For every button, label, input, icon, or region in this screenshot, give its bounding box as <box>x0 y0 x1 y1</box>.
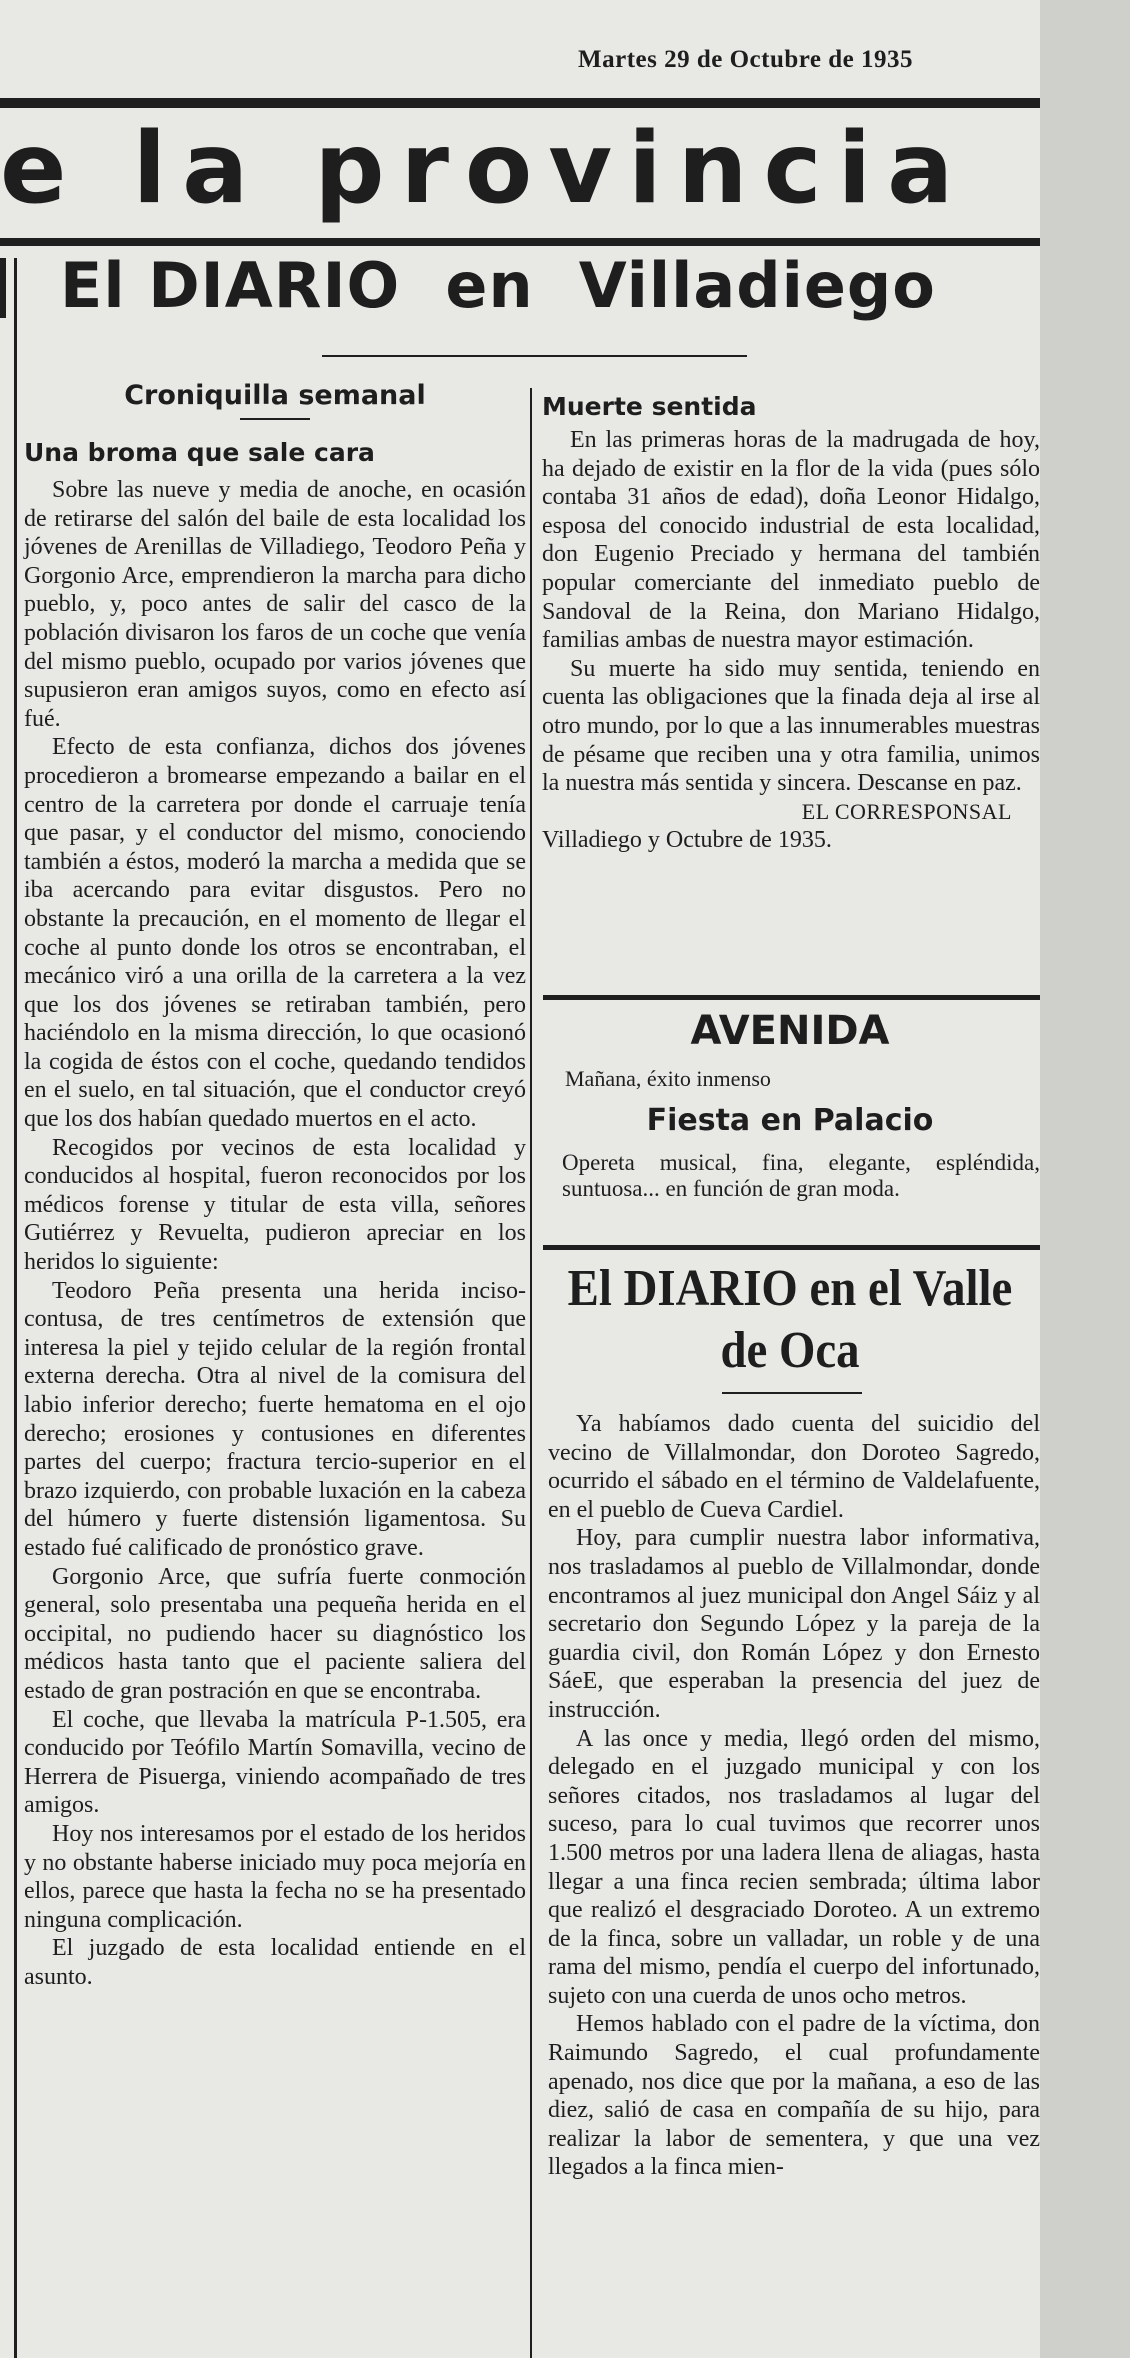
ad-rule-bottom <box>543 1245 1040 1250</box>
show-title: Fiesta en Palacio <box>646 1103 934 1138</box>
headline-underline <box>322 355 747 357</box>
section-title: e la provincia <box>0 112 970 226</box>
paragraph: Sobre las nueve y media de anoche, en ocasión de retirarse del salón del baile de esta localidad los jóvenes de Arenillas de Villadiego, Teodoro Peña y Gorgonio Arce, emprendieron la marcha para dicho pueblo, y, poco antes de salir del casco de la población divisaron los faros de un coche que venía del mismo pueblo, ocupado por varios jóvenes que supusieron eran amigos suyos, como en efecto así fué. <box>24 477 526 732</box>
paragraph: Su muerte ha sido muy sentida, teniendo en cuenta las obligaciones que la finada deja al irse al otro mundo, por lo que a las innumerables muestras de pésame que reciben una y otra familia, unimos la nuestra más sentida y sincera. Descanse en paz. <box>542 655 1040 797</box>
oca-headline-underline <box>722 1392 862 1394</box>
paragraph: Recogidos por vecinos de esta localidad y conducidos al hospital, fueron reconocidos por los médicos forense y titular de esta villa, señores Gutiérrez y Revuelta, pudieron apreciar en los heridos lo siguiente: <box>24 1134 526 1276</box>
headline-valle-de-oca: El DIARIO en el Valle de Oca <box>567 1260 1013 1379</box>
ad-rule-top <box>543 995 1040 1000</box>
paragraph: Efecto de esta confianza, dichos dos jóvenes procedieron a bromearse empezando a bailar en el centro de la carretera por donde el carruaje tenía que pasar, y el conductor del mismo, conociendo también a éstos, moderó la marcha a medida que se iba acercando para evitar disgustos. Pero no obstante la precaución, en el momento de llegar el coche al punto donde los otros se encontraban, el mecánico viró a una orilla de la carretera a la vez que los dos jóvenes se retiraban también, pero haciéndolo en la misma dirección, lo que ocasionó la cogida de éstos con el coche, quedando tendidos en el suelo, en tal situación, que el conductor creyó que los dos habían quedado muertos en el acto. <box>24 734 526 1133</box>
ad-description-text: Opereta musical, fina, elegante, espléndida, suntuosa... en función de gran moda. <box>562 1150 1040 1201</box>
obituary-article <box>542 392 1040 855</box>
paragraph: Gorgonio Arce, que sufría fuerte conmoción general, solo presentaba una pequeña herida en el occipital, no pudiendo hacer su diagnóstico los médicos hasta tanto que el paciente saliera del estado de gran postración en que se encontraba. <box>24 1563 526 1704</box>
ad-description <box>562 1150 1040 1202</box>
paragraph: Hemos hablado con el padre de la víctima, don Raimundo Sagredo, el cual profundamente apenado, nos dice que por la mañana, a eso de las diez, salió de casa en compañía de su hijo, para realizar la labor de sementera, y que una vez llegados a la finca mien- <box>548 2011 1040 2181</box>
prev-column-fragment <box>0 258 6 318</box>
paragraph: Teodoro Peña presenta una herida inciso-contusa, de tres centímetros de extensión que interesa la piel y tejido celular de la región frontal externa derecha. Otra al nivel de la comisura del labio inferior derecho; fuerte hematoma en el ojo derecho; erosiones y contusiones en diferentes partes del cuerpo; fractura tercio-superior en el brazo izquierdo, con probable luxación en la cabeza del húmero y fuerte distensión ligamentosa. Su estado fué calificado de pronóstico grave. <box>24 1277 526 1561</box>
oca-article <box>548 1410 1040 2182</box>
header-rule-top <box>0 98 1040 108</box>
headline-villadiego: El DIARIO en Villadiego <box>60 249 936 322</box>
header-rule-bottom <box>0 238 1040 246</box>
signature: EL CORRESPONSAL <box>801 798 1012 824</box>
issue-date: Martes 29 de Octubre de 1935 <box>578 46 914 73</box>
paragraph: El coche, que llevaba la matrícula P-1.505, era conducido por Teófilo Martín Somavilla, vecino de Herrera de Pisuerga, viniendo acompañado de tres amigos. <box>24 1706 526 1819</box>
left-column <box>24 380 526 1991</box>
paragraph: Ya habíamos dado cuenta del suicidio del vecino de Villalmondar, don Doroteo Sagredo, ocurrido el sábado en el término de Valdelafuente, en el pueblo de Cueva Cardiel. <box>548 1411 1040 1523</box>
paragraph: A las once y media, llegó orden del mismo, delegado en el juzgado municipal y con los señores citados, nos trasladamos al lugar del suceso, para lo cual tuvimos que recorrer unos 1.500 metros por una ladera llena de aliagas, hasta llegar a una finca recien sembrada; última labor que realizó el desgraciado Doroteo. A un extremo de la finca, sobre un valladar, un roble y de una rama del mismo, pendía el cuerpo del infortunado, sujeto con una cuerda de unos ocho metros. <box>548 1725 1040 2009</box>
page-margin <box>1040 0 1130 2358</box>
paragraph: En las primeras horas de la madrugada de hoy, ha dejado de existir en la flor de la vida (pues sólo contaba 31 años de edad), doña Leonor Hidalgo, esposa del conocido industrial de esta localidad, don Eugenio Preciado y hermana del también popular comerciante del inmediato pueblo de Sandoval de la Reina, don Mariano Hidalgo, familias ambas de nuestra mayor estimación. <box>542 427 1040 654</box>
paragraph: El juzgado de esta localidad entiende en el asunto. <box>24 1935 526 1990</box>
ad-tagline: Mañana, éxito inmenso <box>565 1066 771 1091</box>
paragraph: Hoy, para cumplir nuestra labor informativa, nos trasladamos al pueblo de Villalmondar, donde encontramos al juez municipal don Angel Sáiz y al secretario don Segundo López y la pareja de la guardia civil, don Román López y don Ernesto SáeE, que esperaban la presencia del juez de instrucción. <box>548 1525 1040 1723</box>
obituary-title: Muerte sentida <box>542 392 757 421</box>
column-rule-left <box>14 258 17 2358</box>
column-title: Croniquilla semanal <box>124 380 426 411</box>
column-rule-middle <box>530 388 532 2358</box>
paragraph: Hoy nos interesamos por el estado de los heridos y no obstante haberse iniciado muy poca mejoría en ellos, parece que hasta la fecha no se ha presentado ninguna complicación. <box>24 1820 526 1933</box>
theater-name: AVENIDA <box>690 1008 890 1054</box>
dateline: Villadiego y Octubre de 1935. <box>542 827 832 854</box>
article-title: Una broma que sale cara <box>24 438 375 467</box>
column-title-rule <box>240 418 310 420</box>
